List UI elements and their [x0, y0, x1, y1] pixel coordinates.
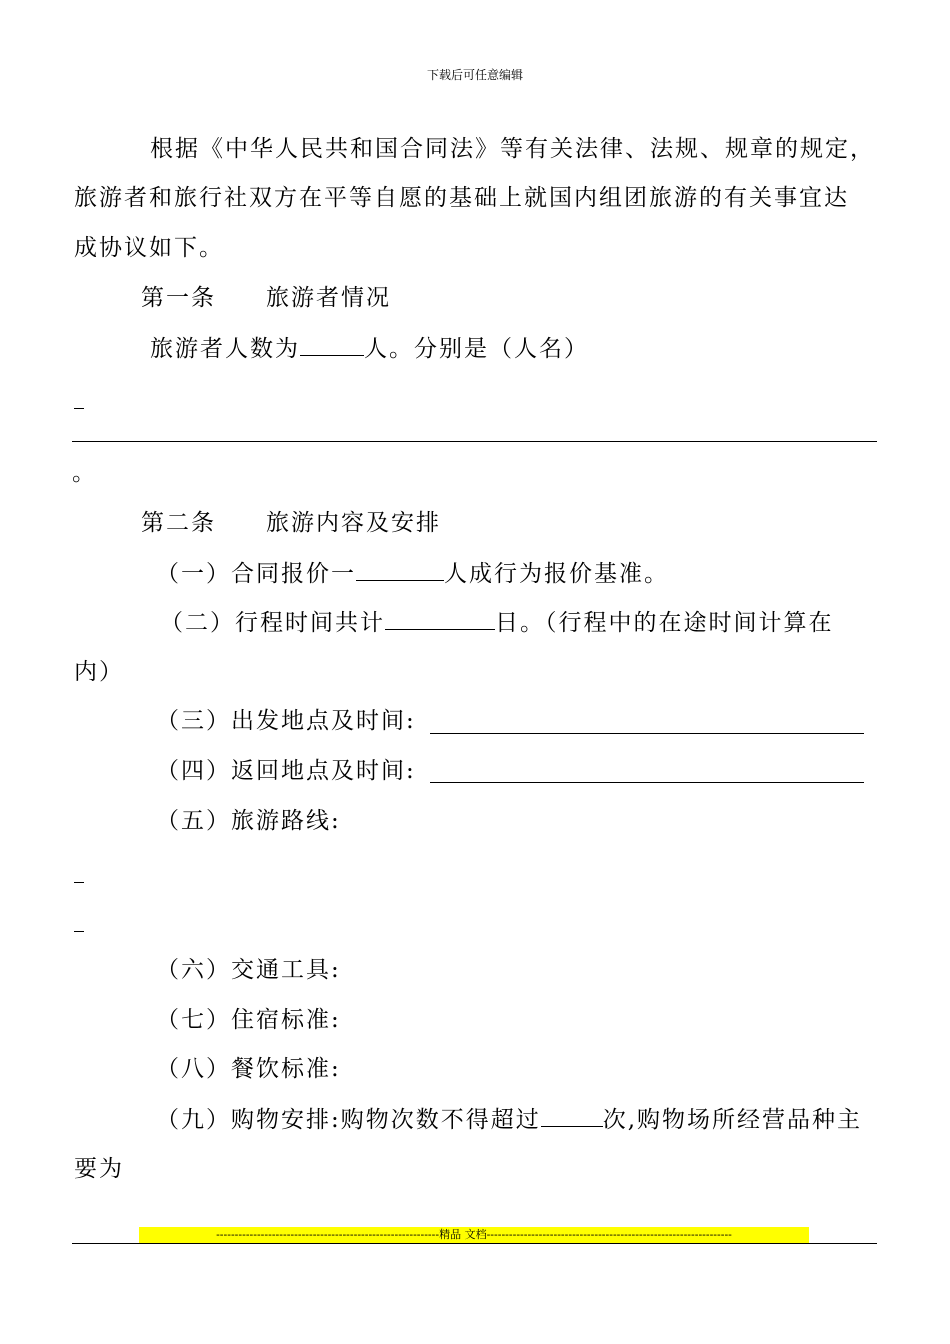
- tourist-count-prefix: 旅游者人数为: [150, 336, 300, 362]
- item-9-suffix: 次,购物场所经营品种主: [602, 1107, 863, 1133]
- item-1-suffix: 人成行为报价基准。: [444, 561, 669, 587]
- blank-dash-2: [74, 882, 84, 883]
- item-2-prefix: （二）行程时间共计: [160, 610, 385, 636]
- intro-line-1: 根据《中华人民共和国合同法》等有关法律、法规、规章的规定，: [150, 136, 875, 162]
- tourist-count-suffix: 人。分别是（人名）: [364, 336, 589, 362]
- item-2-continuation: 内）: [74, 659, 124, 685]
- tourist-count-blank: [300, 333, 364, 356]
- end-mark: 。: [72, 460, 97, 486]
- item-4-blank: [430, 782, 864, 783]
- article-2-heading: 第二条 旅游内容及安排: [141, 510, 441, 536]
- item-9-line: [156, 1104, 862, 1135]
- item-6-line: （六）交通工具:: [156, 957, 341, 983]
- item-1-line: [156, 558, 669, 589]
- intro-line-3: 成协议如下。: [74, 235, 224, 261]
- item-9-prefix: （九）购物安排:购物次数不得超过: [156, 1107, 541, 1133]
- intro-line-2: 旅游者和旅行社双方在平等自愿的基础上就国内组团旅游的有关事宜达: [74, 185, 849, 211]
- tourist-names-rule: [72, 441, 877, 442]
- item-3-line: （三）出发地点及时间:: [156, 708, 416, 734]
- item-9-continuation: 要为: [74, 1156, 124, 1182]
- item-3-blank: [430, 733, 864, 734]
- blank-dash-1: [74, 408, 84, 409]
- item-1-prefix: （一）合同报价一: [156, 561, 356, 587]
- item-1-blank: [356, 558, 444, 581]
- tourist-count-line: [150, 333, 589, 364]
- article-1-heading: 第一条 旅游者情况: [141, 285, 391, 311]
- item-2-blank: [385, 607, 495, 630]
- footer-rule: [72, 1243, 877, 1244]
- blank-dash-3: [74, 931, 84, 932]
- item-5-line: （五）旅游路线:: [156, 808, 341, 834]
- item-9-blank: [541, 1104, 603, 1127]
- item-2-suffix: 日。（行程中的在途时间计算在: [495, 610, 834, 636]
- footer-label: ------------------------------------------------------------精品 文档------------------------------------------------------------------: [139, 1227, 809, 1243]
- item-4-line: （四）返回地点及时间:: [156, 758, 416, 784]
- item-8-line: （八）餐饮标准:: [156, 1056, 341, 1082]
- item-7-line: （七）住宿标准:: [156, 1007, 341, 1033]
- item-2-line: [160, 607, 834, 638]
- header-note: 下载后可任意编辑: [426, 68, 523, 82]
